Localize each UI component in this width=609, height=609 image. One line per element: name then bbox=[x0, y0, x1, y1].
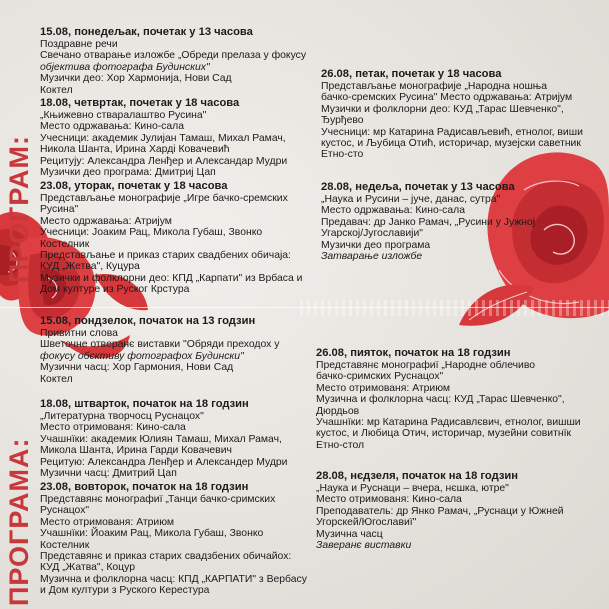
program-title-serbian: ПРОГРАМ: bbox=[4, 135, 34, 283]
event-heading: 23.08, уторак, почетак у 18 часова bbox=[40, 180, 228, 192]
event-line: кустос, и Любица Отич, историчар, музейни совитнїк bbox=[316, 428, 572, 440]
event-heading: 23.08, вовторок, початок на 18 годзин bbox=[40, 481, 249, 493]
event-line: Музички и фолклорни део: КУД „Тарас Шевченко", bbox=[321, 103, 564, 115]
event-line: Микола Шанта, Ирина Гарди Ковачевич bbox=[40, 445, 232, 457]
event-block bbox=[40, 481, 307, 597]
event-line: Учашнїки: академик Юлиян Тамаш, Михал Рамач, bbox=[40, 433, 282, 445]
event-line: бачко-сримских Руснацох" bbox=[316, 371, 444, 383]
event-line: Дом културе из Руског Крстура bbox=[40, 284, 190, 296]
event-line: фокусу обєктиву фотографох Будински" bbox=[40, 350, 244, 362]
event-heading: 28.08, нєдзеля, початок на 18 годзин bbox=[316, 470, 519, 482]
event-line: Музични часц: Дмитрий Цап bbox=[40, 468, 177, 480]
event-line: Место одржавања: Кино-сала bbox=[321, 205, 466, 217]
event-line: Дюрдьов bbox=[316, 405, 360, 417]
event-line: Русина" bbox=[40, 204, 79, 216]
event-line: Музична и фолклорна часц: КУД „Тарас Шевченко", bbox=[316, 394, 565, 406]
event-line: Музички део програма bbox=[321, 239, 431, 251]
event-line: Предавач: др Јанко Рамач, „Русини у Јужној bbox=[321, 216, 536, 228]
event-line: „Наука и Русини – јуче, данас, сутра" bbox=[321, 194, 501, 205]
event-line: Музички део програма: Дмитриј Цап bbox=[40, 167, 216, 179]
event-line: Учашнїки: мр Катарина Радисавлєвич, етнолог, вишши bbox=[316, 417, 581, 429]
event-block bbox=[316, 347, 581, 451]
event-line: Ђурђево bbox=[321, 115, 364, 127]
event-line: Никола Шанта, Ирина Хардi Ковачевић bbox=[40, 144, 230, 156]
event-line: Етно-стол bbox=[316, 439, 365, 451]
event-line: Музички и фолклорни део: КПД „Карпати" из Врбаса и bbox=[40, 272, 303, 284]
event-line: Представљање монографије „Игре бачко-сремских bbox=[40, 193, 288, 204]
event-line: Заверанє виставки bbox=[316, 540, 412, 552]
event-line: Преподаватель: др Янко Рамач, „Руснаци у Южней bbox=[316, 505, 564, 517]
event-line: КУД „Жатва", Коцур bbox=[40, 562, 135, 574]
event-line: КУД „Жетва", Куцура bbox=[40, 261, 140, 273]
event-line: Музична часц bbox=[316, 528, 383, 540]
event-line: објектива фотографа Будинских" bbox=[40, 61, 210, 73]
event-line: Костелник bbox=[40, 539, 90, 551]
event-line: Музична и фолклорна часц: КПД „КАРПАТИ" з Вербасу bbox=[40, 573, 307, 585]
event-line: Представянє монографиї „Народне облечиво bbox=[316, 360, 536, 371]
event-line: бачко-сремских Русина" Место одржавања: Атријум bbox=[321, 92, 573, 104]
event-block bbox=[321, 181, 535, 262]
event-line: Представянє монографиї „Танци бачко-сримских bbox=[40, 494, 276, 505]
event-block bbox=[40, 398, 287, 479]
event-line: Привитни слова bbox=[40, 328, 118, 339]
event-line: Шветочне отверанє виставки "Обряди преходох у bbox=[40, 339, 280, 351]
event-heading: 15.08, понедељак, почетак у 13 часова bbox=[40, 26, 253, 38]
program-title-rusyn: ПРОГРАМА: bbox=[4, 437, 34, 606]
event-line: Рецитую: Александра Ленђер и Александер Мудри bbox=[40, 456, 288, 468]
event-block bbox=[40, 26, 306, 96]
lace-border bbox=[300, 300, 609, 316]
event-line: Учашнїки: Йоаким Рац, Микола Губаш, Звонко bbox=[40, 528, 264, 540]
event-line: Учесници: Јоаким Рац, Микола Губаш, Звонко bbox=[40, 227, 263, 239]
event-heading: 28.08, недеља, почетак у 13 часова bbox=[321, 181, 515, 193]
event-line: Руснацох" bbox=[40, 505, 90, 517]
event-line: Костелник bbox=[40, 238, 90, 250]
event-line: „Наука и Руснаци – вчера, нєшка, ютре" bbox=[316, 483, 509, 494]
event-line: и Дом култури з Руского Керестура bbox=[40, 585, 210, 597]
event-line: Угорскей/Югославиї" bbox=[316, 517, 417, 529]
event-line: Представянє и приказ старих свадзбених обичайох: bbox=[40, 551, 292, 563]
event-line: Свечано отварање изложбе „Обреди прелаза у фокусу bbox=[40, 50, 307, 62]
event-line: Представљање и приказ старих свадбених обичаја: bbox=[40, 250, 291, 262]
event-line: Угарској/Југославији" bbox=[321, 228, 423, 240]
event-block bbox=[40, 315, 279, 385]
event-line: „Литературна творчосц Руснацох" bbox=[40, 411, 204, 422]
event-line: Рецитују: Александра Ленђер и Александар Мудри bbox=[40, 155, 288, 167]
event-line: Учесници: мр Катарина Радисављевић, етнолог, виши bbox=[321, 126, 583, 138]
event-heading: 26.08, пияток, початок на 18 годзин bbox=[316, 347, 511, 359]
event-block bbox=[40, 97, 287, 178]
event-line: Учесници: академик Јулијан Тамаш, Михал Рамач, bbox=[40, 132, 286, 144]
event-block bbox=[40, 180, 302, 296]
event-line: Место отримованя: Кино-сала bbox=[40, 422, 186, 434]
event-block bbox=[321, 68, 583, 161]
event-line: Затварање изложбе bbox=[321, 251, 423, 263]
event-line: Место одржавања: Атријум bbox=[40, 215, 172, 227]
event-heading: 26.08, петак, почетак у 18 часова bbox=[321, 68, 502, 80]
event-line: Место отримованя: Атриюм bbox=[40, 516, 175, 528]
event-block bbox=[316, 470, 564, 551]
event-line: Место отримованя: Атриюм bbox=[316, 382, 451, 394]
event-line: Етно-сто bbox=[321, 149, 364, 161]
event-heading: 15.08, пондзелок, початок на 13 годзин bbox=[40, 315, 256, 327]
event-line: „Књижевно стваралаштво Русина" bbox=[40, 110, 207, 121]
event-line: Представљање монографије „Народна ношња bbox=[321, 81, 548, 92]
event-line: Коктел bbox=[40, 373, 73, 385]
event-heading: 18.08, штварток, початок на 18 годзин bbox=[40, 398, 249, 410]
event-line: Поздравне речи bbox=[40, 39, 118, 50]
event-line: Музични часц: Хор Гармония, Нови Сад bbox=[40, 362, 234, 374]
event-line: Коктел bbox=[40, 84, 73, 96]
event-line: Музички део: Хор Хармонија, Нови Сад bbox=[40, 73, 232, 85]
event-line: кустос, и Љубица Отић, историчар, музејски саветник bbox=[321, 138, 581, 150]
event-line: Место одржавања: Кино-сала bbox=[40, 121, 185, 133]
event-line: Место отримованя: Кино-сала bbox=[316, 494, 462, 506]
event-heading: 18.08, четвртак, почетак у 18 часова bbox=[40, 97, 240, 109]
